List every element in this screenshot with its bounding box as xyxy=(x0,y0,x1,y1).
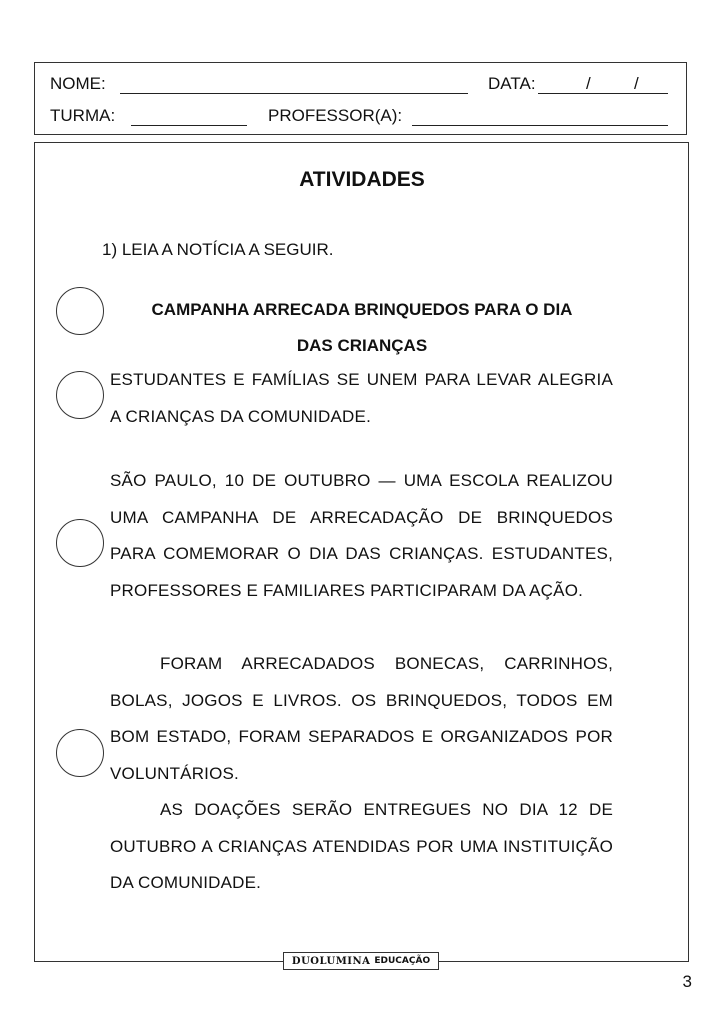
date-field[interactable] xyxy=(538,93,668,94)
logo-brand-text: DUOLUMINA xyxy=(291,955,371,967)
date-separator: / xyxy=(586,74,591,93)
class-field[interactable] xyxy=(131,125,247,126)
article-headline xyxy=(112,292,612,364)
article-paragraph-2: FORAM ARRECADADOS BONECAS, CARRINHOS, BOLAS, JOGOS E LIVROS. OS BRINQUEDOS, TODOS EM BOM ESTADO, FORAM SEPARADOS E ORGANIZADOS POR VOLUNTÁRIOS. xyxy=(110,654,613,783)
brand-logo xyxy=(283,952,439,970)
paragraph-marker-circle[interactable] xyxy=(56,287,104,335)
paragraph-marker-circle[interactable] xyxy=(56,729,104,777)
article-subheadline: ESTUDANTES E FAMÍLIAS SE UNEM PARA LEVAR ALEGRIA A CRIANÇAS DA COMUNIDADE. xyxy=(110,370,613,426)
page-number: 3 xyxy=(682,972,692,991)
class-label: TURMA: xyxy=(50,106,116,125)
paragraph-marker-circle[interactable] xyxy=(56,371,104,419)
article-paragraph-3: AS DOAÇÕES SERÃO ENTREGUES NO DIA 12 DE OUTUBRO A CRIANÇAS ATENDIDAS POR UMA INSTITUIÇÃO DA COMUNIDADE. xyxy=(110,800,613,892)
page-title: ATIVIDADES xyxy=(299,168,425,191)
article-paragraph-1: SÃO PAULO, 10 DE OUTUBRO — UMA ESCOLA REALIZOU UMA CAMPANHA DE ARRECADAÇÃO DE BRINQUEDOS PARA COMEMORAR O DIA DAS CRIANÇAS. ESTUDANTES, PROFESSORES E FAMILIARES PARTICIPARAM DA AÇÃO. xyxy=(110,471,613,600)
paragraph-marker-circle[interactable] xyxy=(56,519,104,567)
instruction-text: 1) LEIA A NOTÍCIA A SEGUIR. xyxy=(102,240,334,259)
headline-line: CAMPANHA ARRECADA BRINQUEDOS PARA O DIA xyxy=(151,300,573,319)
date-separator: / xyxy=(634,74,639,93)
logo-sub-text: EDUCAÇÃO xyxy=(374,956,431,966)
teacher-field[interactable] xyxy=(412,125,668,126)
name-field[interactable] xyxy=(120,93,468,94)
date-label: DATA: xyxy=(488,74,536,93)
teacher-label: PROFESSOR(A): xyxy=(268,106,403,125)
name-label: NOME: xyxy=(50,74,106,93)
headline-line: DAS CRIANÇAS xyxy=(296,336,428,355)
